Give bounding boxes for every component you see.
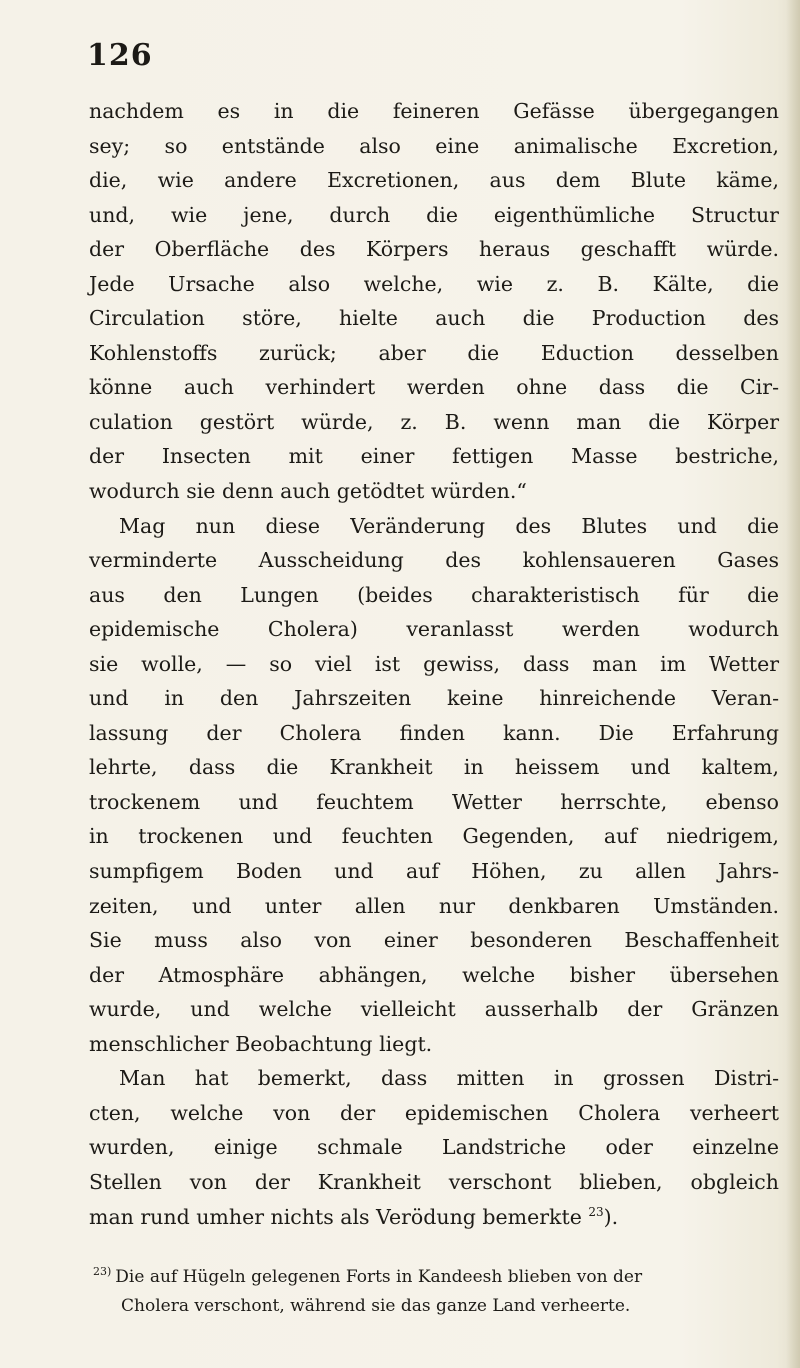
text-line: Kohlenstoffs zurück; aber die Eduction desselben (89, 340, 779, 365)
text-line: epidemische Cholera) veranlasst werden wodurch (89, 617, 779, 642)
text-line: Circulation störe, hielte auch die Production des (89, 306, 779, 331)
paragraph-start-line: Man hat bemerkt, dass mitten in grossen Distri- (119, 1066, 779, 1091)
text-line: nachdem es in die feineren Gefässe übergegangen (89, 99, 779, 123)
text-line-content: man rund umher nichts als Verödung bemerkte (89, 1204, 582, 1229)
text-line: und in den Jahrszeiten keine hinreichende Veran- (89, 686, 779, 711)
text-line: zeiten, und unter allen nur denkbaren Umständen. (89, 893, 779, 918)
footnote-reference: 23 (588, 1204, 604, 1219)
text-line: der Atmosphäre abhängen, welche bisher übersehen (89, 962, 779, 987)
text-line: der Insecten mit einer fettigen Masse bestriche, (89, 444, 779, 469)
text-line: könne auch verhindert werden ohne dass die Cir- (89, 375, 779, 400)
text-line: und, wie jene, durch die eigenthümliche Structur (89, 202, 779, 227)
page-number: 126 (87, 38, 153, 73)
text-line: lassung der Cholera finden kann. Die Erfahrung (89, 720, 779, 745)
paragraph-start-line: Mag nun diese Veränderung des Blutes und die (119, 513, 779, 538)
text-line: Stellen von der Krankheit verschont blieben, obgleich (89, 1169, 779, 1194)
text-line: in trockenen und feuchten Gegenden, auf niedrigem, (89, 824, 779, 849)
footnote-line (93, 1263, 783, 1292)
text-line: cten, welche von der epidemischen Cholera verheert (89, 1100, 779, 1125)
text-line: der Oberfläche des Körpers heraus geschafft würde. (89, 237, 779, 262)
text-line: Sie muss also von einer besonderen Beschaffenheit (89, 928, 779, 953)
footnote-marker: 23) (93, 1265, 112, 1278)
text-line: menschlicher Beobachtung liegt. (89, 1031, 433, 1056)
text-line: lehrte, dass die Krankheit in heissem und kaltem, (89, 755, 779, 780)
text-line: wurden, einige schmale Landstriche oder einzelne (89, 1135, 779, 1160)
text-line: sey; so entstände also eine animalische Excretion, (89, 133, 779, 158)
text-line: trockenem und feuchtem Wetter herrschte, ebenso (89, 789, 779, 814)
text-line: aus den Lungen (beides charakteristisch für die (89, 582, 779, 607)
text-line: die, wie andere Excretionen, aus dem Blute käme, (89, 168, 779, 193)
text-line-tail: ). (603, 1204, 619, 1229)
text-line: Jede Ursache also welche, wie z. B. Kälte, die (89, 271, 779, 296)
text-line: verminderte Ausscheidung des kohlensaueren Gases (89, 548, 779, 573)
footnote-text: Die auf Hügeln gelegenen Forts in Kandeesh blieben von der (115, 1267, 643, 1287)
text-line: wurde, und welche vielleicht ausserhalb der Gränzen (89, 997, 779, 1022)
page-edge-shadow (786, 0, 800, 1368)
text-line: sie wolle, — so viel ist gewiss, dass man im Wetter (89, 651, 779, 676)
footnote-line: Cholera verschont, während sie das ganze Land verheerte. (121, 1296, 631, 1316)
body-text (89, 94, 779, 1234)
text-line: culation gestört würde, z. B. wenn man die Körper (89, 409, 779, 434)
text-line-with-footnote-ref (89, 1200, 779, 1235)
text-line: wodurch sie denn auch getödtet würden.“ (89, 479, 527, 504)
text-line: sumpfigem Boden und auf Höhen, zu allen Jahrs- (89, 859, 779, 884)
footnote (93, 1263, 783, 1321)
